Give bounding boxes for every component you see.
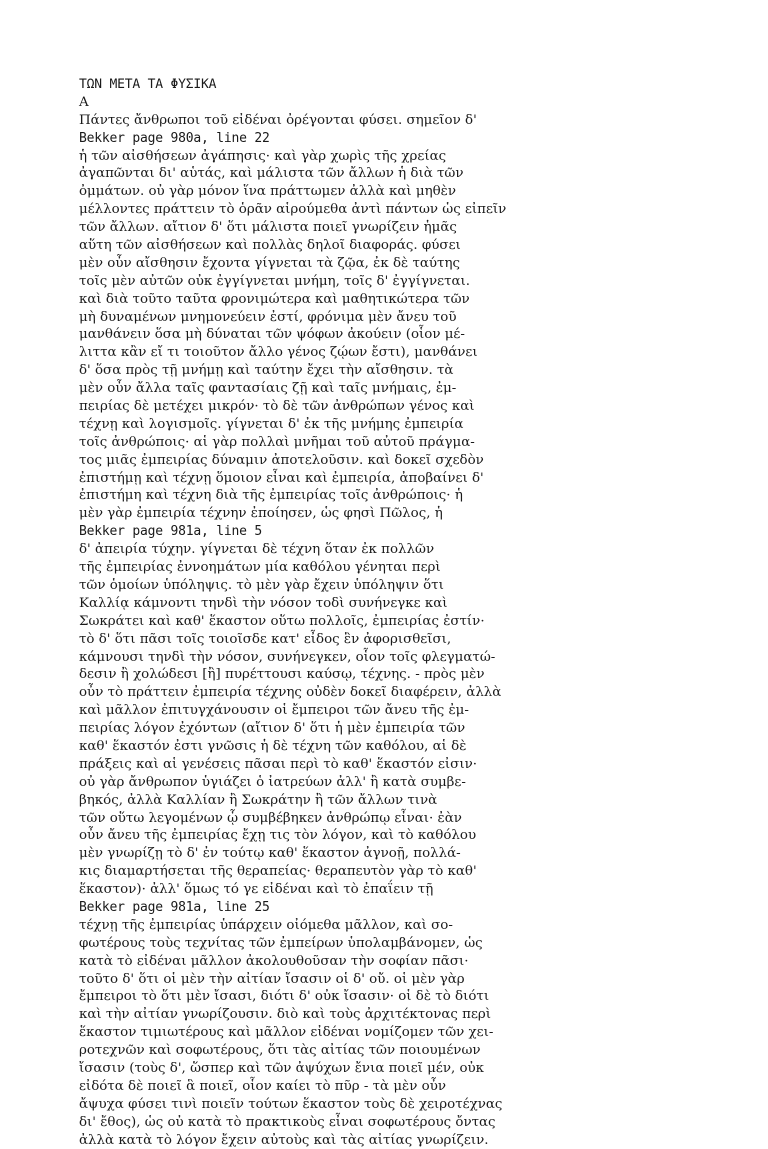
text-line: ἡ τῶν αἰσθήσεων ἀγάπησις· καὶ γὰρ χωρὶς τῆς χρείας	[79, 148, 447, 164]
text-line: μὲν οὖν ἄλλα ταῖς φαντασίαις ζῇ καὶ ταῖς μνήμαις, ἐμ-	[79, 381, 457, 397]
text-line: εἰδότα δὲ ποιεῖ ἃ ποιεῖ, οἷον καίει τὸ πῦρ - τὰ μὲν οὖν	[79, 1078, 446, 1094]
text-line: βηκός, ἀλλὰ Καλλίαν ἢ Σωκράτην ἢ τῶν ἄλλων τινὰ	[79, 792, 438, 808]
text-line: ἀλλὰ κατὰ τὸ λόγον ἔχειν αὐτοὺς καὶ τὰς αἰτίας γνωρίζειν.	[79, 1132, 489, 1148]
text-line: μὲν γὰρ ἐμπειρία τέχνην ἐποίησεν, ὡς φησὶ Πῶλος, ἡ	[79, 506, 443, 522]
text-line: καὶ τὴν αἰτίαν γνωρίζουσιν. διὸ καὶ τοὺς ἀρχιτέκτονας περὶ	[79, 1007, 492, 1023]
text-line: πειρίας λόγον ἐχόντων (αἴτιον δ' ὅτι ἡ μὲν ἐμπειρία τῶν	[79, 721, 466, 737]
text-line: μὲν οὖν αἴσθησιν ἔχοντα γίγνεται τὰ ζῷα, ἐκ δὲ ταύτης	[79, 255, 460, 271]
document-page	[79, 76, 739, 1149]
text-line: κις διαμαρτήσεται τῆς θεραπείας· θεραπευτὸν γὰρ τὸ καθ'	[79, 864, 477, 880]
text-line: τοῖς μὲν αὐτῶν οὐκ ἐγγίγνεται μνήμη, τοῖς δ' ἐγγίγνεται.	[79, 273, 471, 289]
text-line: τος μιᾶς ἐμπειρίας δύναμιν ἀποτελοῦσιν. καὶ δοκεῖ σχεδὸν	[79, 452, 484, 468]
text-line: οὐ γὰρ ἄνθρωπον ὑγιάζει ὁ ἰατρεύων ἀλλ' ἢ κατὰ συμβε-	[79, 774, 466, 790]
text-line: ἕκαστον τιμιωτέρους καὶ μᾶλλον εἰδέναι νομίζομεν τῶν χει-	[79, 1025, 494, 1041]
text-line: ἄψυχα φύσει τινὶ ποιεῖν τούτων ἕκαστον τοὺς δὲ χειροτέχνας	[79, 1096, 503, 1112]
book-label: Α	[79, 94, 89, 110]
bekker-reference: Bekker page 981a, line 25	[79, 899, 270, 915]
text-line: τοῖς ἀνθρώποις· αἱ γὰρ πολλαὶ μνῆμαι τοῦ αὐτοῦ πράγμα-	[79, 434, 475, 450]
text-line: μὴ δυναμένων μνημονεύειν ἐστί, φρόνιμα μὲν ἄνευ τοῦ	[79, 309, 457, 325]
text-line: φωτέρους τοὺς τεχνίτας τῶν ἐμπείρων ὑπολαμβάνομεν, ὡς	[79, 935, 483, 951]
text-line: κάμνουσι τηνδὶ τὴν νόσον, συνήνεγκεν, οἷον τοῖς φλεγματώ-	[79, 649, 496, 665]
text-line: καὶ διὰ τοῦτο ταῦτα φρονιμώτερα καὶ μαθητικώτερα τῶν	[79, 291, 470, 307]
text-line: τοῦτο δ' ὅτι οἱ μὲν τὴν αἰτίαν ἴσασιν οἱ δ' οὔ. οἱ μὲν γὰρ	[79, 971, 465, 987]
text-line: Σωκράτει καὶ καθ' ἕκαστον οὕτω πολλοῖς, ἐμπειρίας ἐστίν·	[79, 613, 485, 629]
text-line: οὖν ἄνευ τῆς ἐμπειρίας ἔχῃ τις τὸν λόγον, καὶ τὸ καθόλου	[79, 828, 477, 844]
text-line: μανθάνειν ὅσα μὴ δύναται τῶν ψόφων ἀκούειν (οἷον μέ-	[79, 327, 465, 343]
text-line: τῶν οὕτω λεγομένων ᾧ συμβέβηκεν ἀνθρώπῳ εἶναι· ἐὰν	[79, 810, 462, 826]
text-line: μὲν γνωρίζῃ τὸ δ' ἐν τούτῳ καθ' ἕκαστον ἀγνοῇ, πολλά-	[79, 846, 461, 862]
bekker-reference: Bekker page 981a, line 5	[79, 524, 263, 540]
text-line: ροτεχνῶν καὶ σοφωτέρους, ὅτι τὰς αἰτίας τῶν ποιουμένων	[79, 1043, 481, 1059]
text-line: ἀγαπῶνται δι' αὑτάς, καὶ μάλιστα τῶν ἄλλων ἡ διὰ τῶν	[79, 166, 464, 182]
text-line: Πάντες ἄνθρωποι τοῦ εἰδέναι ὀρέγονται φύσει. σημεῖον δ'	[79, 112, 477, 128]
text-line: Καλλίᾳ κάμνοντι τηνδὶ τὴν νόσον τοδὶ συνήνεγκε καὶ	[79, 595, 448, 611]
text-line: πειρίας δὲ μετέχει μικρόν· τὸ δὲ τῶν ἀνθρώπων γένος καὶ	[79, 399, 475, 415]
text-line: ἕκαστον)· ἀλλ' ὅμως τό γε εἰδέναι καὶ τὸ ἐπαΐειν τῇ	[79, 882, 434, 898]
text-line: κατὰ τὸ εἰδέναι μᾶλλον ἀκολουθοῦσαν τὴν σοφίαν πᾶσι·	[79, 953, 469, 969]
text-line: τέχνῃ καὶ λογισμοῖς. γίγνεται δ' ἐκ τῆς μνήμης ἐμπειρία	[79, 416, 464, 432]
text-line: τὸ δ' ὅτι πᾶσι τοῖς τοιοῖσδε κατ' εἶδος ἓν ἀφορισθεῖσι,	[79, 631, 452, 647]
text-line: καθ' ἕκαστόν ἐστι γνῶσις ἡ δὲ τέχνη τῶν καθόλου, αἱ δὲ	[79, 738, 467, 754]
document-title: ΤΩΝ ΜΕΤΑ ΤΑ ΦΥΣΙΚΑ	[79, 77, 217, 92]
text-line: μέλλοντες πράττειν τὸ ὁρᾶν αἱρούμεθα ἀντὶ πάντων ὡς εἰπεῖν	[79, 202, 507, 218]
text-line: τέχνῃ τῆς ἐμπειρίας ὑπάρχειν οἰόμεθα μᾶλλον, καὶ σο-	[79, 917, 453, 933]
text-line: τῶν ὁμοίων ὑπόληψις. τὸ μὲν γὰρ ἔχειν ὑπόληψιν ὅτι	[79, 577, 444, 593]
text-line: δ' ὅσα πρὸς τῇ μνήμῃ καὶ ταύτην ἔχει τὴν αἴσθησιν. τὰ	[79, 363, 454, 379]
text-line: δι' ἔθος), ὡς οὐ κατὰ τὸ πρακτικοὺς εἶναι σοφωτέρους ὄντας	[79, 1114, 496, 1130]
text-line: δ' ἀπειρία τύχην. γίγνεται δὲ τέχνη ὅταν ἐκ πολλῶν	[79, 542, 435, 558]
text-line: τῶν ἄλλων. αἴτιον δ' ὅτι μάλιστα ποιεῖ γνωρίζειν ἡμᾶς	[79, 220, 457, 236]
text-line: ἴσασιν (τοὺς δ', ὥσπερ καὶ τῶν ἀψύχων ἔνια ποιεῖ μέν, οὐκ	[79, 1060, 485, 1076]
text-line: ἐπιστήμη καὶ τέχνη διὰ τῆς ἐμπειρίας τοῖς ἀνθρώποις· ἡ	[79, 488, 463, 504]
text-line: ἐπιστήμῃ καὶ τέχνῃ ὅμοιον εἶναι καὶ ἐμπειρία, ἀποβαίνει δ'	[79, 470, 484, 486]
text-line: οὖν τὸ πράττειν ἐμπειρία τέχνης οὐδὲν δοκεῖ διαφέρειν, ἀλλὰ	[79, 685, 502, 701]
bekker-reference: Bekker page 980a, line 22	[79, 130, 270, 146]
text-line: δεσιν ἢ χολώδεσι [ἢ] πυρέττουσι καύσῳ, τέχνης. - πρὸς μὲν	[79, 667, 485, 683]
text-line: ἔμπειροι τὸ ὅτι μὲν ἴσασι, διότι δ' οὐκ ἴσασιν· οἱ δὲ τὸ διότι	[79, 989, 490, 1005]
text-line: λιττα κἂν εἴ τι τοιοῦτον ἄλλο γένος ζῴων ἔστι), μανθάνει	[79, 345, 478, 361]
text-line: πράξεις καὶ αἱ γενέσεις πᾶσαι περὶ τὸ καθ' ἕκαστόν εἰσιν·	[79, 756, 477, 772]
text-line: τῆς ἐμπειρίας ἐννοημάτων μία καθόλου γένηται περὶ	[79, 560, 441, 576]
text-line: ὀμμάτων. οὐ γὰρ μόνον ἵνα πράττωμεν ἀλλὰ καὶ μηθὲν	[79, 184, 457, 200]
document-body	[79, 112, 739, 1149]
text-line: καὶ μᾶλλον ἐπιτυγχάνουσιν οἱ ἔμπειροι τῶν ἄνευ τῆς ἐμ-	[79, 703, 469, 719]
text-line: αὕτη τῶν αἰσθήσεων καὶ πολλὰς δηλοῖ διαφοράς. φύσει	[79, 238, 461, 254]
